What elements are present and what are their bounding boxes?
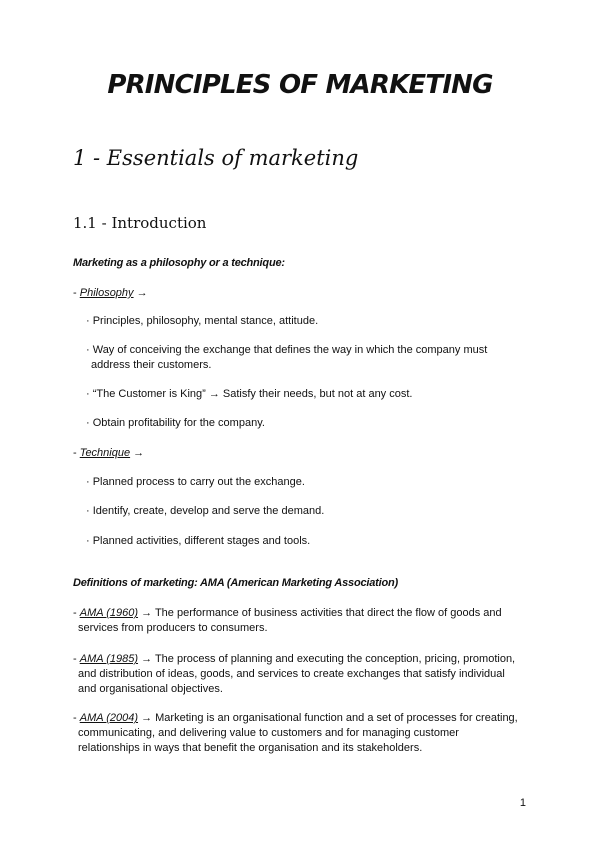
definition-continuation: services from producers to consumers. <box>78 622 268 634</box>
definition-ama-1985 <box>73 652 533 697</box>
list-item: · Way of conceiving the exchange that defines the way in which the company must <box>86 344 488 356</box>
definition-continuation: and organisational objectives. <box>78 683 223 695</box>
definitions-heading: Definitions of marketing: AMA (American Marketing Association) <box>73 577 398 589</box>
bullet-dash: - <box>73 447 80 459</box>
bullet-dash: - <box>73 712 80 724</box>
document-title: PRINCIPLES OF MARKETING <box>107 70 493 100</box>
definition-text: → The process of planning and executing the conception, pricing, promotion, <box>138 653 516 665</box>
page-number: 1 <box>519 797 526 809</box>
definition-label: AMA (1960) <box>79 607 139 619</box>
definition-label: AMA (2004) <box>79 712 139 724</box>
list-item: · Planned process to carry out the exchange. <box>86 476 305 488</box>
definition-continuation: relationships in ways that benefit the organisation and its stakeholders. <box>78 742 423 754</box>
chapter-heading: 1 - Essentials of marketing <box>73 146 359 170</box>
definition-ama-1960 <box>73 606 533 636</box>
definition-label: AMA (1985) <box>79 653 139 665</box>
philosophy-bullet <box>73 286 148 301</box>
list-item: · “The Customer is King” → Satisfy their needs, but not at any cost. <box>86 388 413 400</box>
definition-text: → Marketing is an organisational function and a set of processes for creating, <box>138 712 518 724</box>
arrow: → <box>130 447 145 459</box>
definition-continuation: and distribution of ideas, goods, and services to create exchanges that satisfy individual <box>78 668 505 680</box>
section-heading: 1.1 - Introduction <box>73 214 207 232</box>
definition-continuation: communicating, and delivering value to customers and for managing customer <box>78 727 459 739</box>
technique-bullet <box>73 446 144 461</box>
technique-label: Technique <box>79 447 131 459</box>
list-item: · Identify, create, develop and serve the demand. <box>86 505 325 517</box>
definition-text: → The performance of business activities that direct the flow of goods and <box>138 607 502 619</box>
bullet-dash: - <box>73 607 80 619</box>
list-item: · Principles, philosophy, mental stance, attitude. <box>86 315 319 327</box>
list-item: · Planned activities, different stages and tools. <box>86 535 311 547</box>
arrow: → <box>133 287 148 299</box>
list-item: · Obtain profitability for the company. <box>86 417 265 429</box>
definition-ama-2004 <box>73 711 533 756</box>
philosophy-technique-heading: Marketing as a philosophy or a technique: <box>73 257 285 269</box>
bullet-dash: - <box>73 287 80 299</box>
bullet-dash: - <box>73 653 80 665</box>
list-item-continuation: address their customers. <box>91 359 212 371</box>
philosophy-label: Philosophy <box>79 287 134 299</box>
